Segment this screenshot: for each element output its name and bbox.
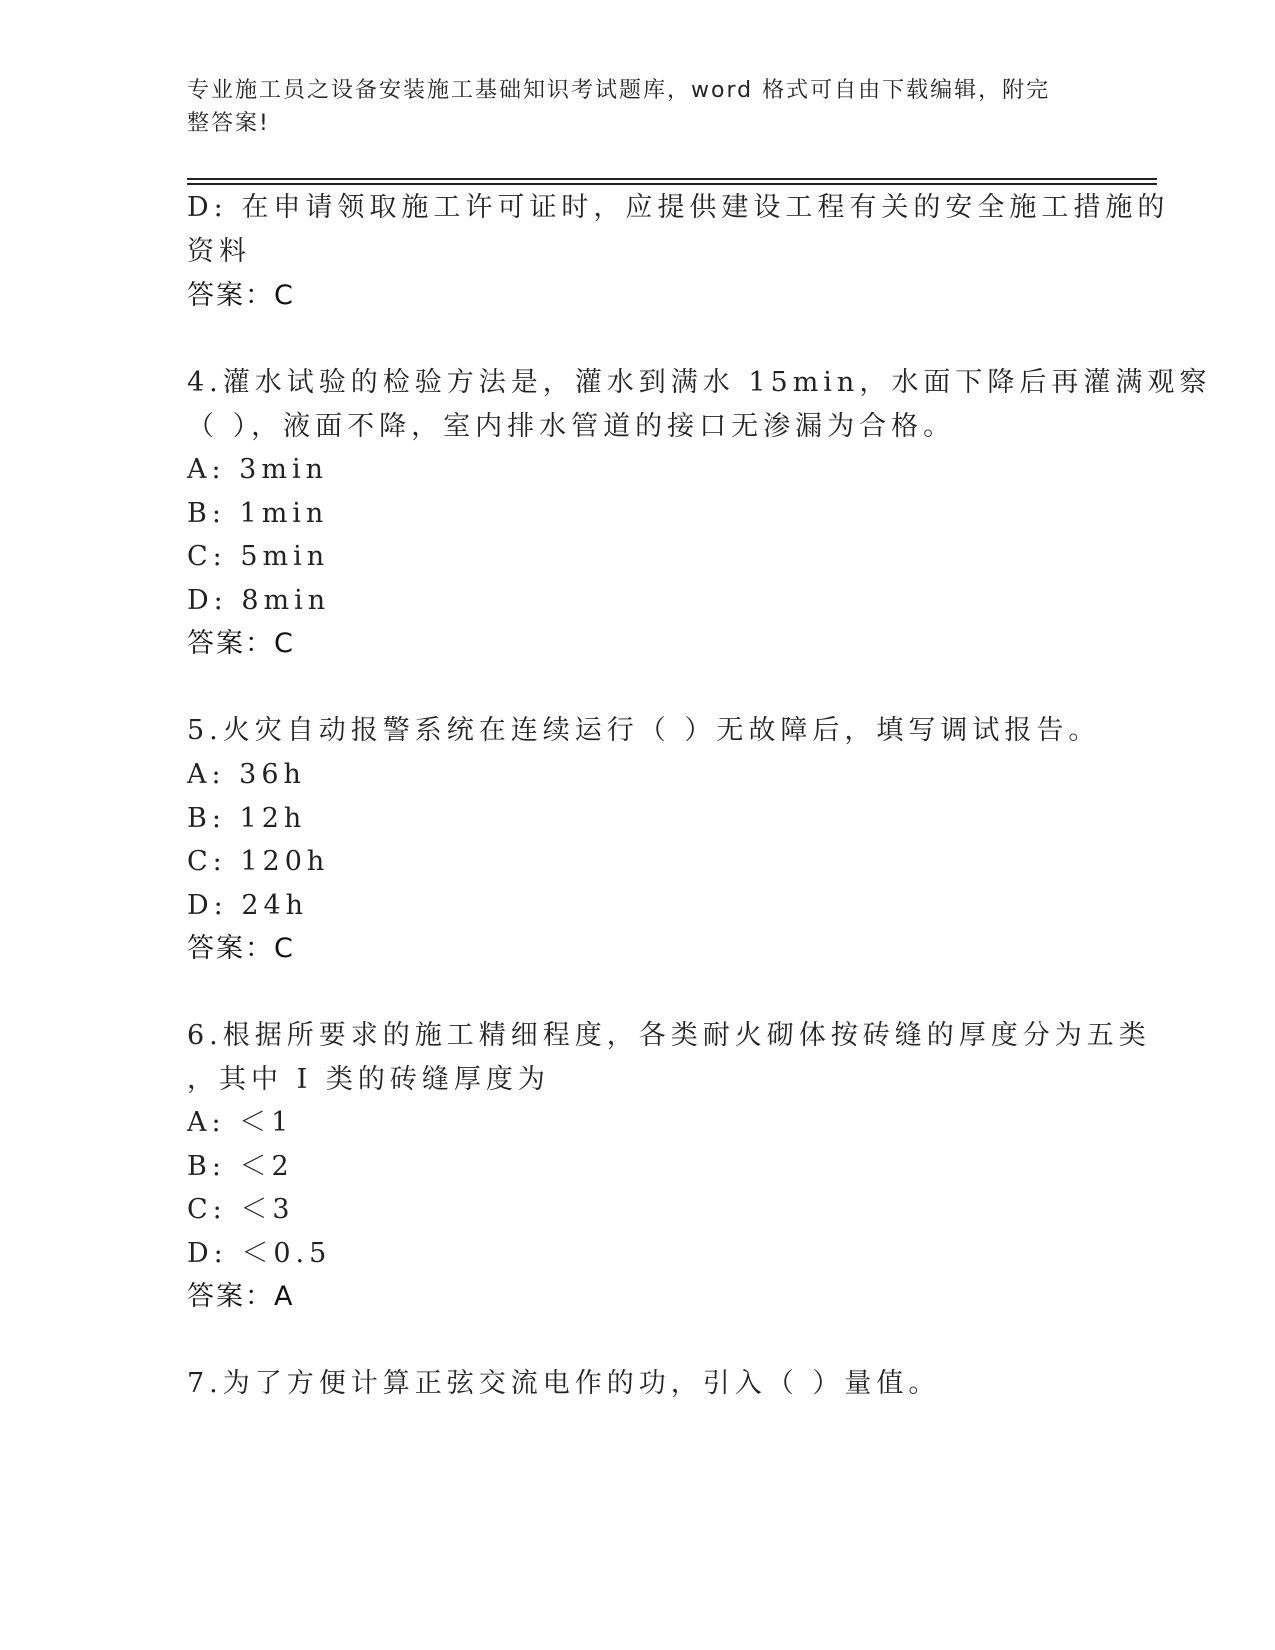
q5-option-d: D: 24h <box>187 890 309 921</box>
q6-option-d: D: ＜0.5 <box>187 1238 332 1269</box>
q7-stem-line-1: 7.为了方便计算正弦交流电作的功，引入（ ）量值。 <box>187 1368 941 1399</box>
q5-option-b: B: 12h <box>187 803 307 834</box>
q4-option-c: C: 5min <box>187 541 330 572</box>
q5-stem-line-1: 5.火灾自动报警系统在连续运行（ ）无故障后，填写调试报告。 <box>187 715 1101 746</box>
document-header <box>187 74 1067 140</box>
q5-option-c: C: 120h <box>187 846 330 877</box>
q6-option-b: B: ＜2 <box>187 1151 294 1182</box>
header-divider-bottom <box>187 183 1157 185</box>
q6-option-a: A: ＜1 <box>187 1107 294 1138</box>
q4-option-a: A: 3min <box>187 454 328 485</box>
q4-stem-line-1: 4.灌水试验的检验方法是，灌水到满水 15min，水面下降后再灌满观察 <box>187 367 1212 398</box>
q5-answer: 答案：C <box>187 933 295 964</box>
q4-stem-line-2: （ ），液面不降，室内排水管道的接口无渗漏为合格。 <box>187 411 956 442</box>
q6-stem-line-1: 6.根据所要求的施工精细程度，各类耐火砌体按砖缝的厚度分为五类 <box>187 1020 1151 1051</box>
q6-answer: 答案：A <box>187 1281 295 1312</box>
q4-option-d: D: 8min <box>187 585 331 616</box>
header-line-2: 整答案! <box>187 111 270 136</box>
prev-option-d-line-1: D: 在申请领取施工许可证时，应提供建设工程有关的安全施工措施的 <box>187 192 1170 223</box>
prev-answer: 答案：C <box>187 280 295 311</box>
q6-option-c: C: ＜3 <box>187 1194 295 1225</box>
q5-option-a: A: 36h <box>187 759 306 790</box>
header-line-1: 专业施工员之设备安装施工基础知识考试题库，word 格式可自由下载编辑，附完 <box>187 78 1051 103</box>
q6-stem-line-2: ，其中 I 类的砖缝厚度为 <box>187 1064 550 1095</box>
prev-option-d-line-2: 资料 <box>187 236 251 267</box>
q4-answer: 答案：C <box>187 628 295 659</box>
q4-option-b: B: 1min <box>187 498 329 529</box>
header-divider-top <box>187 178 1157 180</box>
